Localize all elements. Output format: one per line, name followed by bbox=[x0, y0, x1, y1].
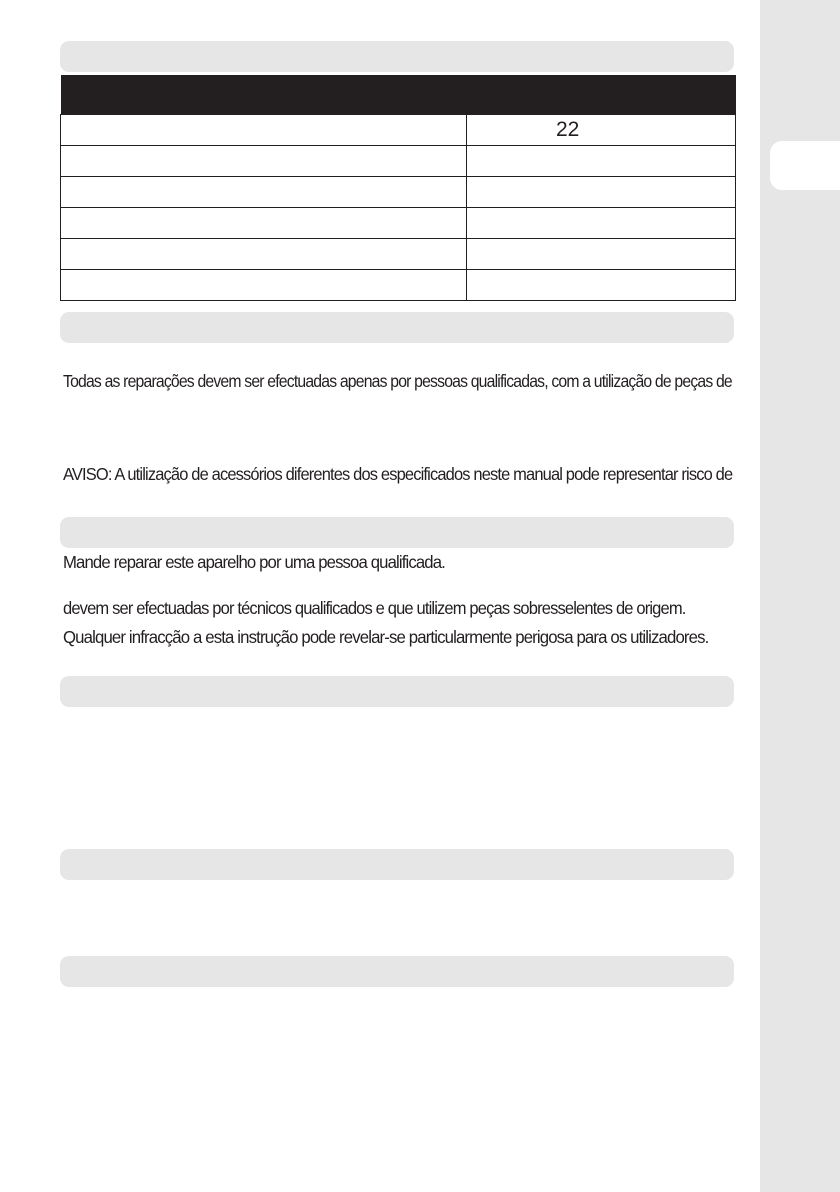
table-header-row bbox=[61, 75, 736, 115]
table-row bbox=[61, 270, 736, 301]
table-cell-label bbox=[61, 208, 467, 239]
table-row bbox=[61, 177, 736, 208]
table-cell-value bbox=[467, 146, 736, 177]
service-line-3: Qualquer infracção a esta instrução pode revelar-se particularmente perigosa para os utilizadores. bbox=[63, 627, 709, 647]
table-row bbox=[61, 115, 736, 146]
table-cell-label bbox=[61, 146, 467, 177]
table-header-cell bbox=[61, 75, 467, 115]
specifications-table bbox=[60, 75, 736, 301]
section-bar-6 bbox=[60, 956, 734, 987]
repairs-paragraph: Todas as reparações devem ser efectuadas apenas por pessoas qualificadas, com a utilização de peças de bbox=[63, 371, 732, 391]
table-cell-label bbox=[61, 177, 467, 208]
section-bar-4 bbox=[60, 676, 734, 707]
table-row bbox=[61, 146, 736, 177]
section-bar-specifications bbox=[60, 41, 734, 72]
service-line-2: devem ser efectuadas por técnicos qualificados e que utilizem peças sobresselentes de origem. bbox=[63, 598, 686, 618]
table-header-cell bbox=[467, 75, 736, 115]
section-bar-service bbox=[60, 517, 734, 548]
section-bar-5 bbox=[60, 849, 734, 880]
table-cell-label bbox=[61, 270, 467, 301]
section-bar-repairs bbox=[60, 312, 734, 343]
language-tab bbox=[770, 141, 840, 190]
table-cell-value bbox=[467, 270, 736, 301]
table-cell-value bbox=[467, 208, 736, 239]
table-row bbox=[61, 239, 736, 270]
table-cell-value bbox=[467, 239, 736, 270]
warning-paragraph: AVISO: A utilização de acessórios diferentes dos especificados neste manual pode representar risco de bbox=[63, 464, 733, 484]
service-line-1: Mande reparar este aparelho por uma pessoa qualificada. bbox=[63, 552, 445, 572]
table-cell-label bbox=[61, 239, 467, 270]
table-cell-value bbox=[467, 177, 736, 208]
table-cell-label bbox=[61, 115, 467, 146]
table-row bbox=[61, 208, 736, 239]
table-cell-value: 22 bbox=[467, 115, 736, 146]
